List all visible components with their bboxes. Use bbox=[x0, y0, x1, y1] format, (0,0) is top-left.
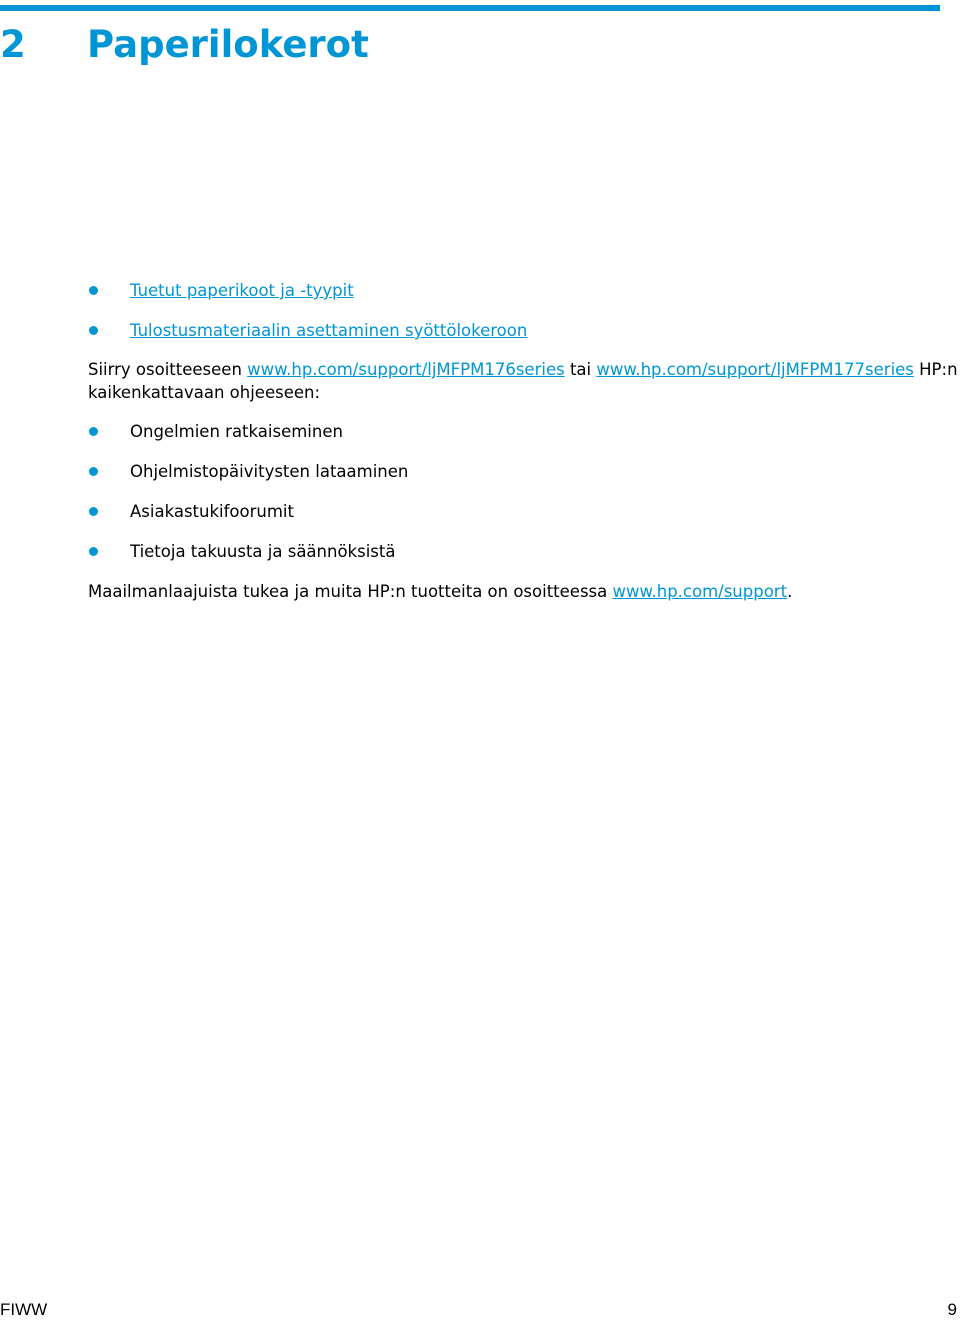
topic-software-updates: Ohjelmistopäivitysten lataaminen bbox=[130, 462, 409, 481]
bullet-icon bbox=[89, 427, 98, 436]
page-title bbox=[0, 22, 369, 68]
bullet-icon bbox=[89, 507, 98, 516]
intro-paragraph-line2: kaikenkattavaan ohjeeseen: bbox=[88, 383, 321, 402]
bullet-icon bbox=[89, 286, 98, 295]
chapter-number: 2 bbox=[0, 23, 26, 66]
toc-link-load-input-tray[interactable]: Tulostusmateriaalin asettaminen syöttölokeroon bbox=[130, 321, 528, 340]
support-text: Maailmanlaajuista tukea ja muita HP:n tuotteita on osoitteessa bbox=[88, 582, 613, 601]
support-link-m176[interactable]: www.hp.com/support/ljMFPM176series bbox=[247, 360, 565, 379]
support-link[interactable]: www.hp.com/support bbox=[612, 582, 788, 601]
footer-locale: FIWW bbox=[0, 1300, 48, 1319]
topic-troubleshooting: Ongelmien ratkaiseminen bbox=[130, 422, 343, 441]
intro-paragraph bbox=[88, 358, 958, 382]
intro-middle: tai bbox=[564, 360, 597, 379]
support-paragraph bbox=[88, 580, 792, 604]
bullet-icon bbox=[89, 547, 98, 556]
intro-prefix: Siirry osoitteeseen bbox=[88, 360, 248, 379]
topic-support-forums: Asiakastukifoorumit bbox=[130, 502, 294, 521]
bullet-icon bbox=[89, 326, 98, 335]
topic-warranty-regulatory: Tietoja takuusta ja säännöksistä bbox=[130, 542, 396, 561]
bullet-icon bbox=[89, 467, 98, 476]
header-rule bbox=[0, 5, 940, 11]
toc-link-paper-sizes[interactable]: Tuetut paperikoot ja -tyypit bbox=[130, 281, 354, 300]
page-number: 9 bbox=[947, 1300, 957, 1319]
support-link-m177[interactable]: www.hp.com/support/ljMFPM177series bbox=[596, 360, 914, 379]
chapter-title-text: Paperilokerot bbox=[87, 23, 369, 66]
support-period: . bbox=[787, 582, 793, 601]
intro-suffix: HP:n bbox=[913, 360, 958, 379]
